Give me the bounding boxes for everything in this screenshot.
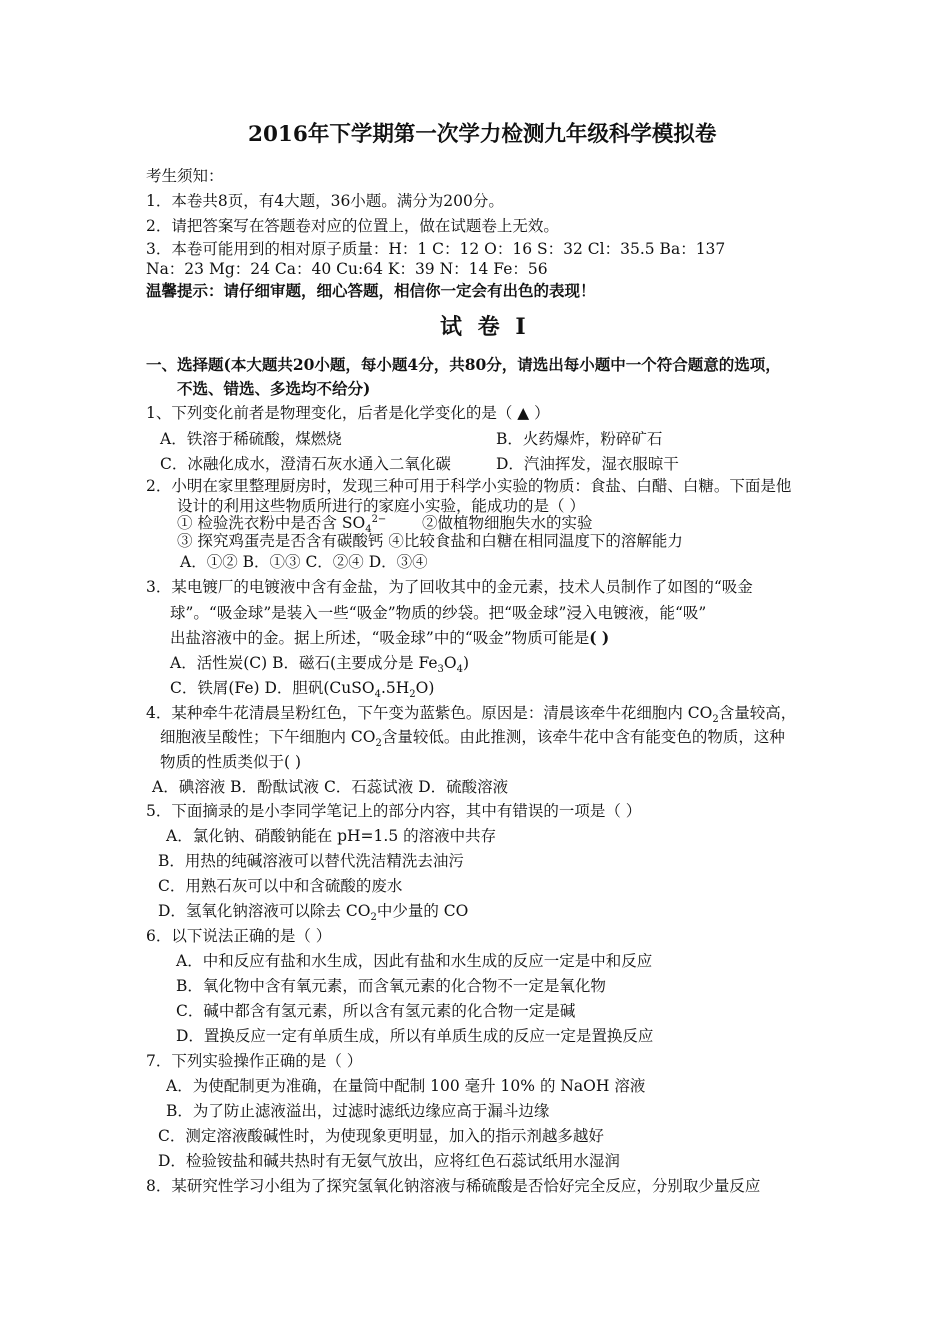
q2-stem-line1: 2．小明在家里整理厨房时，发现三种可用于科学小实验的物质：食盐、白醋、白糖。下面是他: [146, 477, 792, 495]
q4-stem-line1-end: 含量较高，: [718, 704, 797, 722]
notice-item-4: Na：23 Mg：24 Ca：40 Cu:64 K：39 N：14 Fe：56: [146, 260, 548, 278]
q3-options-ab: [170, 652, 469, 674]
notice-item-1: 1．本卷共8页，有4大题，36小题。满分为200分。: [146, 192, 504, 210]
q1-option-a: A．铁溶于稀硫酸，煤燃烧: [160, 430, 342, 448]
q6-option-a: A．中和反应有盐和水生成，因此有盐和水生成的反应一定是中和反应: [176, 952, 653, 970]
q3-option-cd-text: C．铁屑(Fe) D．胆矾(CuSO: [170, 679, 375, 697]
q4-stem-line2-text: 细胞液呈酸性；下午细胞内 CO: [160, 728, 376, 746]
q5-option-d-end: 中少量的 CO: [376, 902, 469, 920]
q3-options-cd: [170, 677, 434, 699]
q4-stem-line2-end: 含量较低。由此推测，该牵牛花中含有能变色的物质，这种: [381, 728, 785, 746]
q6-stem: 6．以下说法正确的是（ ）: [146, 927, 332, 945]
q6-option-d: D．置换反应一定有单质生成，所以有单质生成的反应一定是置换反应: [176, 1027, 654, 1045]
notice-item-2: 2．请把答案写在答题卷对应的位置上，做在试题卷上无效。: [146, 217, 559, 235]
q3-option-ab-mid: O: [443, 654, 457, 672]
q3-option-cd-sub1: 4: [374, 689, 381, 701]
q3-option-ab-sub2: 4: [456, 664, 463, 676]
q4-stem-line2: [160, 726, 785, 748]
q5-option-c: C．用熟石灰可以中和含硫酸的废水: [158, 877, 403, 895]
q5-stem: 5．下面摘录的是小李同学笔记上的部分内容，其中有错误的一项是（ ）: [146, 802, 642, 820]
q2-stem-line2: 设计的利用这些物质所进行的家庭小实验，能成功的是（ ）: [177, 497, 585, 515]
q3-option-ab-text: A．活性炭(C) B．磁石(主要成分是 Fe: [170, 654, 438, 672]
page-title: 2016年下学期第一次学力检测九年级科学模拟卷: [248, 122, 717, 147]
q7-option-d: D．检验铵盐和碱共热时有无氨气放出，应将红色石蕊试纸用水湿润: [158, 1152, 620, 1170]
q3-option-cd-mid: .5H: [380, 679, 410, 697]
q1-stem: 1、下列变化前者是物理变化，后者是化学变化的是（ ▲ ）: [146, 404, 550, 422]
q2-item-1-text: ① 检验洗衣粉中是否含 SO: [177, 514, 366, 532]
q6-option-c: C．碱中都含有氢元素，所以含有氢元素的化合物一定是碱: [176, 1002, 576, 1020]
q1-option-d: D．汽油挥发，湿衣服晾干: [496, 455, 679, 473]
q3-option-cd-sub2: 2: [409, 689, 416, 701]
q5-option-b: B．用热的纯碱溶液可以替代洗洁精洗去油污: [158, 852, 464, 870]
q3-stem-line3: [170, 627, 609, 649]
q8-stem: 8．某研究性学习小组为了探究氢氧化钠溶液与稀硫酸是否恰好完全反应，分别取少量反应: [146, 1177, 761, 1195]
q3-answer-blank: ( ): [589, 628, 610, 647]
q2-item-3-4: ③ 探究鸡蛋壳是否含有碳酸钙 ④比较食盐和白糖在相同温度下的溶解能力: [177, 532, 683, 550]
q5-option-a: A．氯化钠、硝酸钠能在 pH=1.5 的溶液中共存: [166, 827, 497, 845]
q4-stem-line1-sub: 2: [712, 714, 719, 726]
q4-stem-line1-text: 4．某种牵牛花清晨呈粉红色，下午变为蓝紫色。原因是：清晨该牵牛花细胞内 CO: [146, 704, 713, 722]
q3-stem-line3-text: 出盐溶液中的金。据上所述，“吸金球”中的“吸金”物质可能是: [170, 629, 590, 647]
q2-item-1-sub: 4: [365, 524, 372, 536]
q6-option-b: B．氧化物中含有氧元素，而含氧元素的化合物不一定是氧化物: [176, 977, 606, 995]
q4-stem-line2-sub: 2: [375, 738, 382, 750]
q3-option-ab-end: ): [463, 654, 470, 672]
q3-stem-line2: 球”。“吸金球”是装入一些“吸金”物质的纱袋。把“吸金球”浸入电镀液，能“吸”: [170, 604, 707, 622]
q7-option-b: B．为了防止滤液溢出，过滤时滤纸边缘应高于漏斗边缘: [166, 1102, 550, 1120]
q1-option-b: B．火药爆炸，粉碎矿石: [496, 430, 663, 448]
q4-stem-line3: 物质的性质类似于( ): [160, 753, 302, 771]
notice-item-3: 3．本卷可能用到的相对原子质量：H：1 C：12 O：16 S：32 Cl：35.5 Ba：137: [146, 240, 726, 258]
notice-heading: 考生须知：: [146, 167, 224, 185]
notice-tip: 温馨提示：请仔细审题，细心答题，相信你一定会有出色的表现！: [146, 281, 596, 300]
part1-heading: 一、选择题(本大题共20小题，每小题4分，共80分，请选出每小题中一个符合题意的选项，: [146, 355, 781, 374]
q7-option-a: A．为使配制更为准确，在量筒中配制 100 毫升 10% 的 NaOH 溶液: [166, 1077, 646, 1095]
q2-options: A．①② B．①③ C．②④ D．③④: [180, 553, 428, 571]
q5-option-d: [158, 900, 468, 922]
q2-item-2: ②做植物细胞失水的实验: [422, 514, 593, 532]
q3-stem-line1: 3．某电镀厂的电镀液中含有金盐，为了回收其中的金元素，技术人员制作了如图的“吸金: [146, 578, 753, 596]
q3-option-cd-end: O): [415, 679, 435, 697]
q1-option-c: C．冰融化成水，澄清石灰水通入二氧化碳: [160, 455, 451, 473]
q2-item-1-sup: 2−: [371, 513, 387, 525]
q5-option-d-sub: 2: [370, 912, 377, 924]
q3-option-ab-sub1: 3: [437, 664, 444, 676]
q4-stem-line1: [146, 702, 796, 724]
part1-heading-cont: 不选、错选、多选均不给分): [177, 379, 371, 398]
q5-option-d-text: D．氢氧化钠溶液可以除去 CO: [158, 902, 371, 920]
section-title: 试 卷 I: [440, 314, 530, 340]
q7-stem: 7．下列实验操作正确的是（ ）: [146, 1052, 363, 1070]
q7-option-c: C．测定溶液酸碱性时，为使现象更明显，加入的指示剂越多越好: [158, 1127, 604, 1145]
q4-options: A．碘溶液 B．酚酞试液 C．石蕊试液 D．硫酸溶液: [152, 778, 509, 796]
